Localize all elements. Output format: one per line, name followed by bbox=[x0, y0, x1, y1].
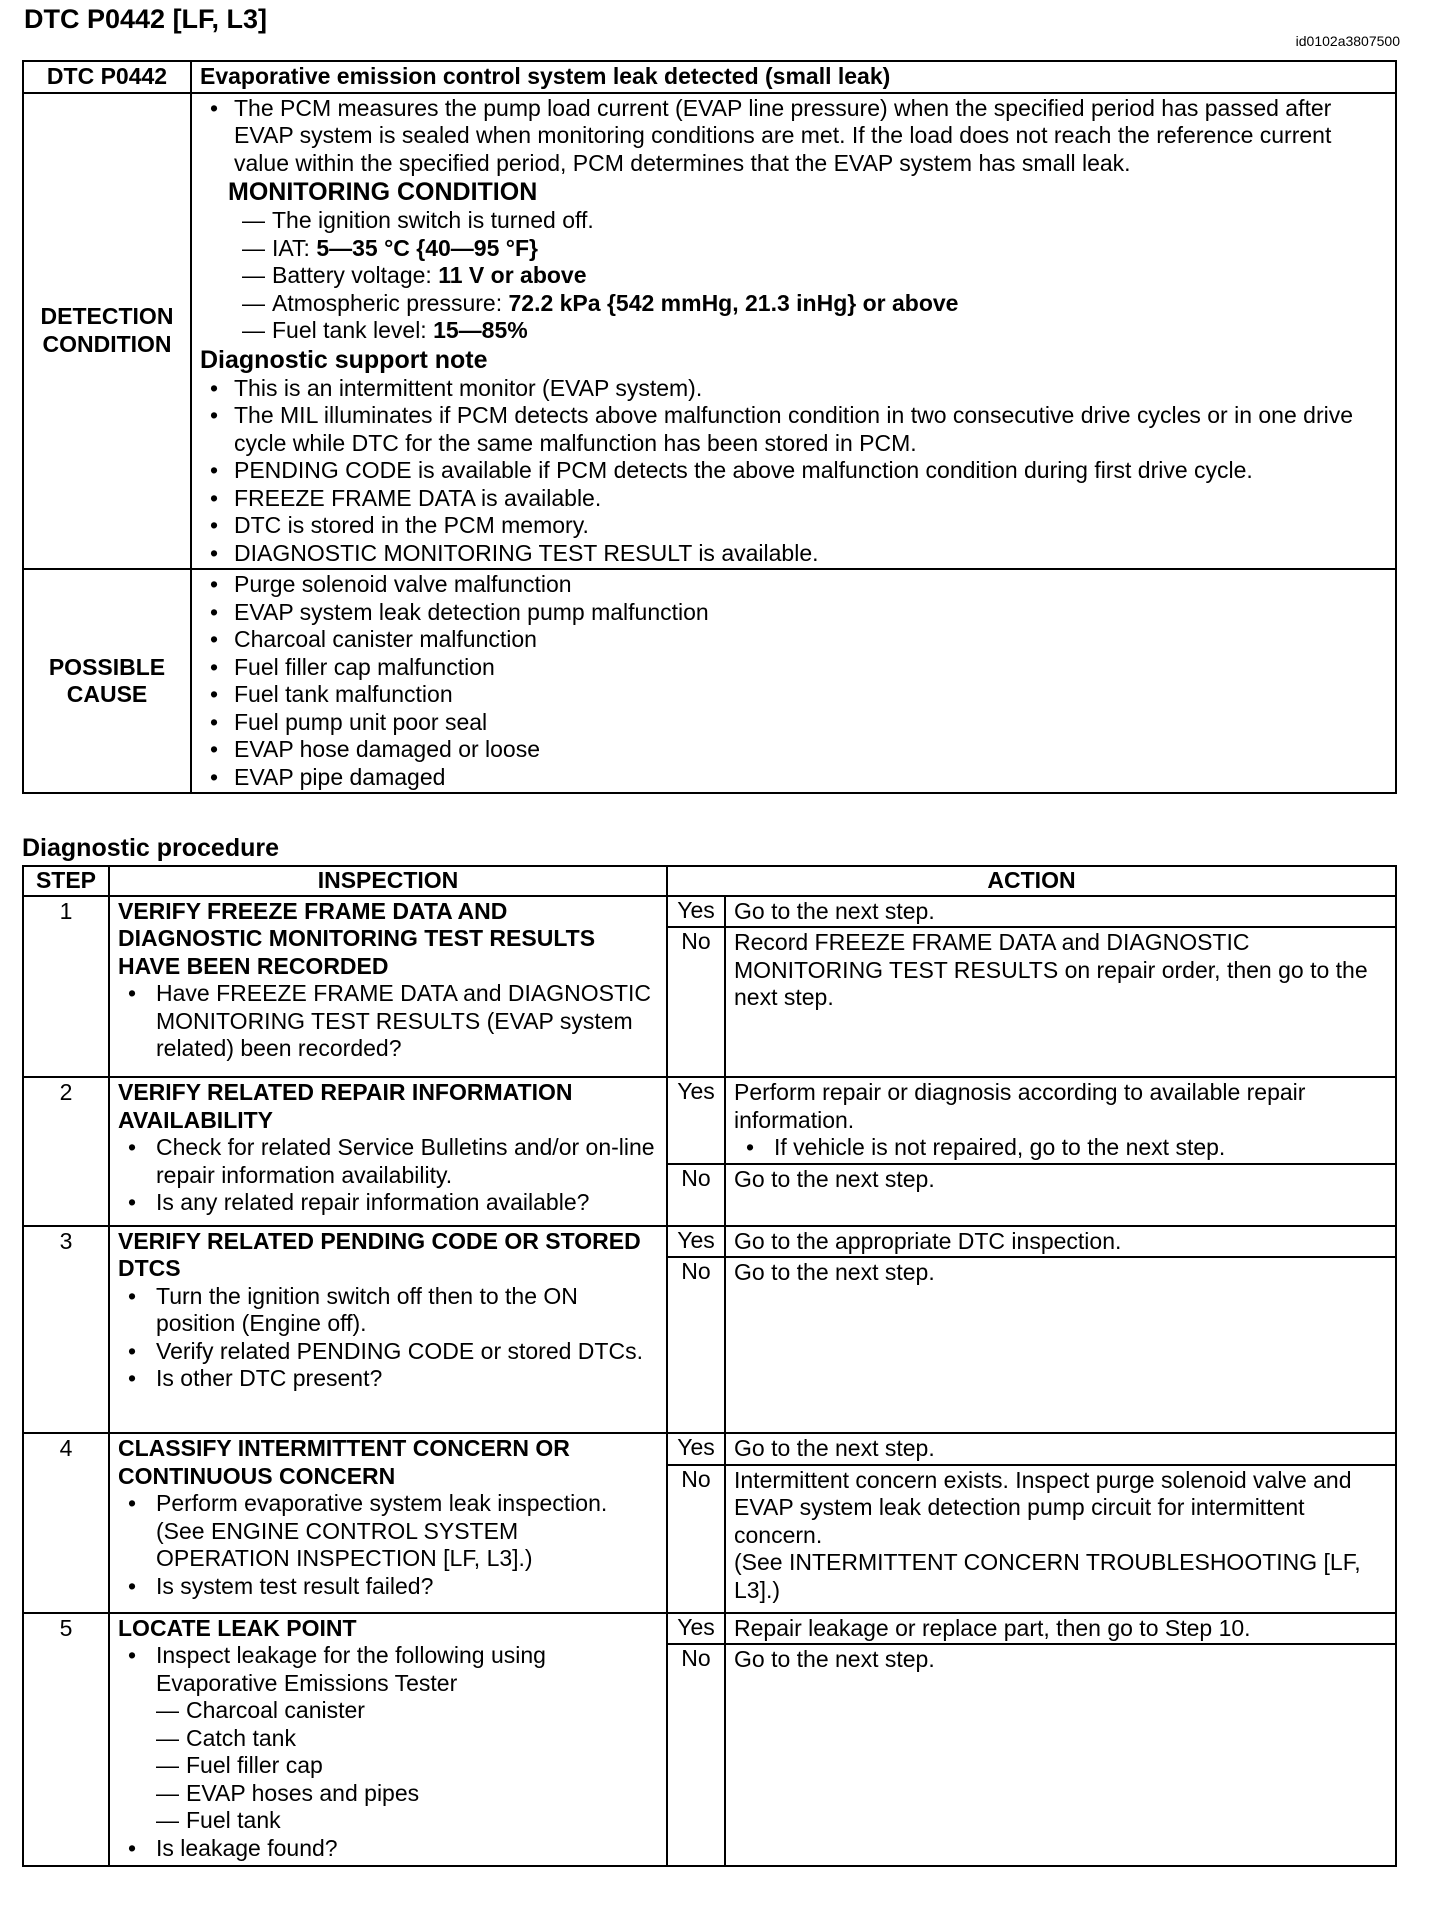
step-number: 1 bbox=[23, 896, 109, 1078]
yes-action: Go to the next step. bbox=[725, 1433, 1396, 1465]
inspection-header: INSPECTION bbox=[109, 866, 667, 896]
yes-label: Yes bbox=[667, 1226, 725, 1258]
support-note: • FREEZE FRAME DATA is available. bbox=[200, 485, 1387, 513]
support-note: • DIAGNOSTIC MONITORING TEST RESULT is available. bbox=[200, 540, 1387, 568]
support-note: • This is an intermittent monitor (EVAP system). bbox=[200, 375, 1387, 403]
yes-action: Go to the appropriate DTC inspection. bbox=[725, 1226, 1396, 1258]
support-note-list bbox=[200, 375, 1387, 568]
cause-item: • Fuel pump unit poor seal bbox=[200, 709, 1387, 737]
inspection-bullet: • Inspect leakage for the following using Evaporative Emissions Tester bbox=[118, 1642, 658, 1697]
monitoring-item: — IAT: 5—35 °C {40—95 °F} bbox=[242, 234, 538, 261]
support-note: • The MIL illuminates if PCM detects above malfunction condition in two consecutive drive cycles or in one drive cycle while DTC for the same malfunction has been stored in PCM. bbox=[200, 402, 1387, 457]
inspection-cell bbox=[109, 896, 667, 1078]
section-title: Diagnostic procedure bbox=[22, 834, 279, 862]
step-title: VERIFY FREEZE FRAME DATA AND DIAGNOSTIC MONITORING TEST RESULTS HAVE BEEN RECORDED bbox=[118, 897, 596, 979]
inspection-bullet: • Is system test result failed? bbox=[118, 1573, 658, 1601]
no-action: Go to the next step. bbox=[725, 1164, 1396, 1226]
step-title: LOCATE LEAK POINT bbox=[118, 1614, 357, 1641]
step-header: STEP bbox=[23, 866, 109, 896]
inspection-subitem: — Charcoal canister bbox=[156, 1697, 365, 1723]
step-number: 4 bbox=[23, 1433, 109, 1613]
inspection-bullet: • Have FREEZE FRAME DATA and DIAGNOSTIC MONITORING TEST RESULTS (EVAP system related) been recorded? bbox=[118, 980, 658, 1063]
cause-item: • Charcoal canister malfunction bbox=[200, 626, 1387, 654]
inspection-cell bbox=[109, 1077, 667, 1226]
dtc-description-cell: Evaporative emission control system leak detected (small leak) bbox=[191, 61, 1396, 93]
monitoring-heading: MONITORING CONDITION bbox=[228, 178, 538, 206]
detection-condition-cell bbox=[191, 93, 1396, 570]
yes-action: Perform repair or diagnosis according to available repair information. • If vehicle is not repaired, go to the next step. bbox=[725, 1077, 1396, 1164]
yes-action: Repair leakage or replace part, then go to Step 10. bbox=[725, 1613, 1396, 1645]
inspection-bullet: • Check for related Service Bulletins and/or on-line repair information availability. bbox=[118, 1134, 658, 1189]
inspection-bullet: • Turn the ignition switch off then to the ON position (Engine off). bbox=[118, 1283, 658, 1338]
monitoring-item: — The ignition switch is turned off. bbox=[242, 207, 594, 233]
inspection-bullet: • Perform evaporative system leak inspection. (See ENGINE CONTROL SYSTEM OPERATION INSPECTION [LF, L3].) bbox=[118, 1490, 658, 1573]
inspection-bullet: • Verify related PENDING CODE or stored DTCs. bbox=[118, 1338, 658, 1366]
no-action: Record FREEZE FRAME DATA and DIAGNOSTIC MONITORING TEST RESULTS on repair order, then go to the next step. bbox=[725, 927, 1396, 1077]
no-label: No bbox=[667, 1644, 725, 1866]
page-title: DTC P0442 [LF, L3] bbox=[24, 4, 268, 34]
support-note-heading: Diagnostic support note bbox=[200, 345, 488, 374]
monitoring-item: — Fuel tank level: 15—85% bbox=[242, 317, 528, 343]
inspection-cell bbox=[109, 1226, 667, 1434]
inspection-subitem: — Fuel tank bbox=[156, 1807, 281, 1833]
step-title: VERIFY RELATED REPAIR INFORMATION AVAILABILITY bbox=[118, 1079, 573, 1133]
no-action: Go to the next step. bbox=[725, 1644, 1396, 1866]
detection-condition-label: DETECTION CONDITION bbox=[23, 93, 191, 570]
inspection-cell bbox=[109, 1433, 667, 1613]
dtc-code-cell: DTC P0442 bbox=[23, 61, 191, 93]
no-label: No bbox=[667, 1164, 725, 1226]
inspection-subitem: — Catch tank bbox=[156, 1724, 296, 1751]
yes-label: Yes bbox=[667, 896, 725, 928]
step-number: 3 bbox=[23, 1226, 109, 1434]
no-label: No bbox=[667, 927, 725, 1077]
monitoring-item: — Battery voltage: 11 V or above bbox=[242, 262, 587, 288]
cause-item: • Purge solenoid valve malfunction bbox=[200, 571, 1387, 599]
cause-item: • Fuel tank malfunction bbox=[200, 681, 1387, 709]
yes-label: Yes bbox=[667, 1077, 725, 1164]
no-label: No bbox=[667, 1257, 725, 1433]
yes-label: Yes bbox=[667, 1433, 725, 1465]
inspection-bullet: • Is leakage found? bbox=[118, 1835, 658, 1863]
inspection-cell bbox=[109, 1613, 667, 1867]
step-title: VERIFY RELATED PENDING CODE OR STORED DTCS bbox=[118, 1227, 641, 1281]
inspection-bullet: • Is other DTC present? bbox=[118, 1365, 658, 1393]
no-label: No bbox=[667, 1465, 725, 1613]
cause-item: • EVAP pipe damaged bbox=[200, 764, 1387, 792]
cause-item: • EVAP system leak detection pump malfunction bbox=[200, 599, 1387, 627]
cause-list bbox=[200, 571, 1387, 791]
step-number: 5 bbox=[23, 1613, 109, 1867]
document-id: id0102a3807500 bbox=[1295, 33, 1400, 49]
diagnostic-procedure-table bbox=[22, 865, 1397, 1867]
inspection-subitem: — Fuel filler cap bbox=[156, 1752, 323, 1778]
yes-action: Go to the next step. bbox=[725, 896, 1396, 928]
action-header: ACTION bbox=[667, 866, 1396, 896]
detection-intro: • The PCM measures the pump load current (EVAP line pressure) when the specified period has passed after EVAP system is sealed when monitoring conditions are met. If the load does not reach the reference current value within the specified period, PCM determines that the EVAP system has small leak. bbox=[200, 95, 1387, 178]
possible-cause-cell bbox=[191, 569, 1396, 793]
monitoring-item: — Atmospheric pressure: 72.2 kPa {542 mmHg, 21.3 inHg} or above bbox=[242, 289, 959, 316]
possible-cause-label: POSSIBLE CAUSE bbox=[23, 569, 191, 793]
step-number: 2 bbox=[23, 1077, 109, 1226]
no-action: Intermittent concern exists. Inspect purge solenoid valve and EVAP system leak detection pump circuit for intermittent concern. (See INTERMITTENT CONCERN TROUBLESHOOTING [LF, L3].) bbox=[725, 1465, 1396, 1613]
cause-item: • Fuel filler cap malfunction bbox=[200, 654, 1387, 682]
support-note: • PENDING CODE is available if PCM detects the above malfunction condition during first drive cycle. bbox=[200, 457, 1387, 485]
inspection-bullet: • Is any related repair information available? bbox=[118, 1189, 658, 1217]
dtc-summary-table bbox=[22, 60, 1397, 794]
step-title: CLASSIFY INTERMITTENT CONCERN OR CONTINUOUS CONCERN bbox=[118, 1435, 570, 1489]
yes-label: Yes bbox=[667, 1613, 725, 1645]
support-note: • DTC is stored in the PCM memory. bbox=[200, 512, 1387, 540]
inspection-subitem: — EVAP hoses and pipes bbox=[156, 1779, 420, 1806]
no-action: Go to the next step. bbox=[725, 1257, 1396, 1433]
action-bullet: • If vehicle is not repaired, go to the next step. bbox=[734, 1134, 1387, 1162]
cause-item: • EVAP hose damaged or loose bbox=[200, 736, 1387, 764]
